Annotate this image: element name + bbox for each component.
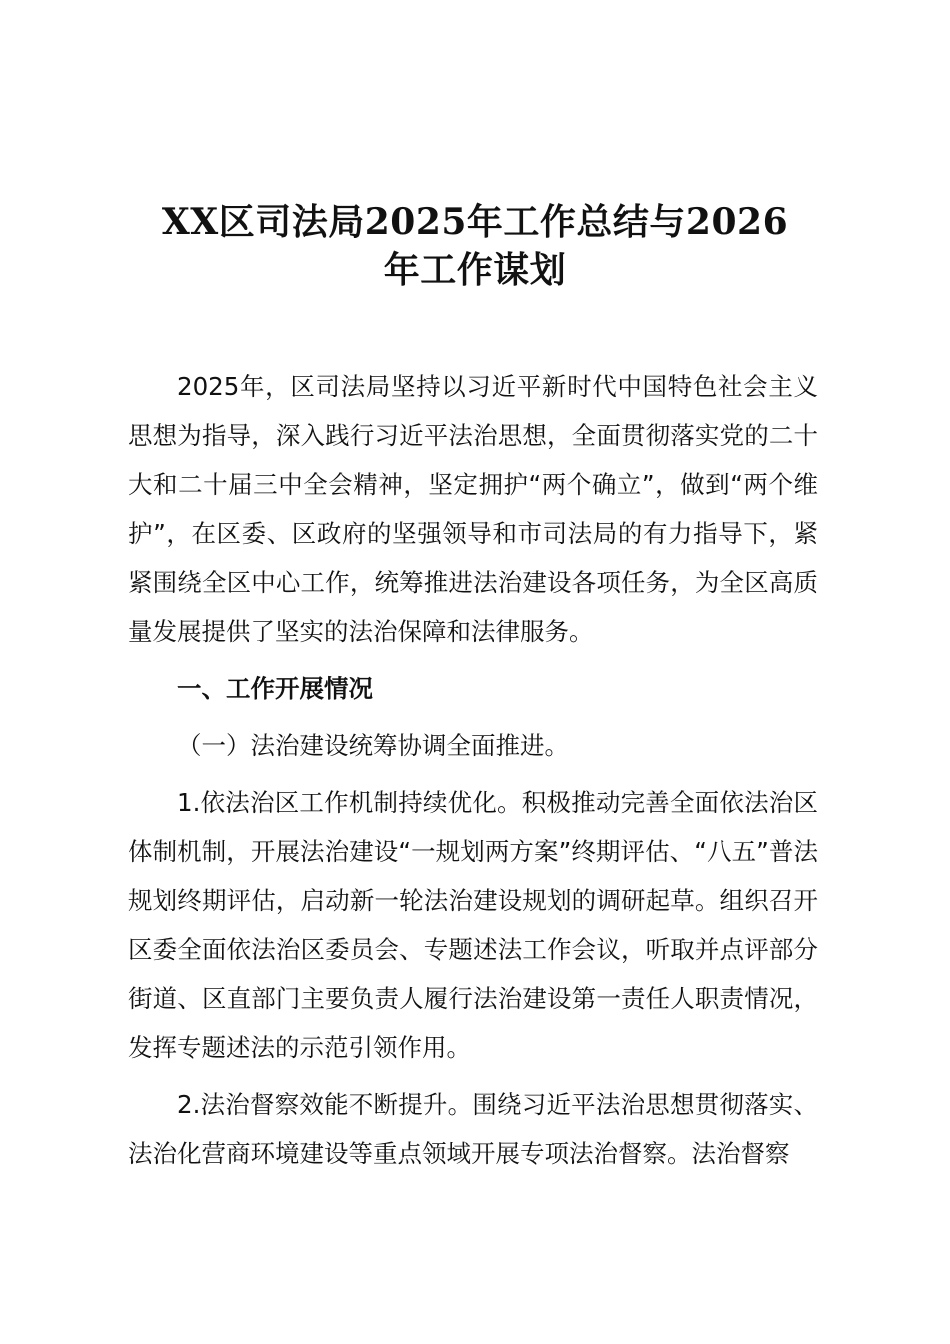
document-body: [128, 362, 818, 1186]
intro-paragraph: 2025年，区司法局坚持以习近平新时代中国特色社会主义思想为指导，深入践行习近平法治思想，全面贯彻落实党的二十大和二十届三中全会精神，坚定拥护“两个确立”，做到“两个维护”，在区委、区政府的坚强领导和市司法局的有力指导下，紧紧围绕全区中心工作，统筹推进法治建设各项任务，为全区高质量发展提供了坚实的法治保障和法律服务。: [128, 372, 818, 646]
item-paragraph-2: 2.法治督察效能不断提升。围绕习近平法治思想贯彻落实、法治化营商环境建设等重点领域开展专项法治督察。法治督察: [128, 1090, 818, 1168]
title-line-1: XX区司法局2025年工作总结与2026: [161, 201, 789, 243]
item-paragraph-1: 1.依法治区工作机制持续优化。积极推动完善全面依法治区体制机制，开展法治建设“一规划两方案”终期评估、“八五”普法规划终期评估，启动新一轮法治建设规划的调研起草。组织召开区委全面依法治区委员会、专题述法工作会议，听取并点评部分街道、区直部门主要负责人履行法治建设第一责任人职责情况，发挥专题述法的示范引领作用。: [128, 788, 818, 1062]
subsection-heading: （一）法治建设统筹协调全面推进。: [177, 731, 569, 760]
title-line-2: 年工作谋划: [383, 249, 567, 291]
section-heading: 一、工作开展情况: [177, 674, 373, 703]
document-title: [130, 198, 820, 294]
